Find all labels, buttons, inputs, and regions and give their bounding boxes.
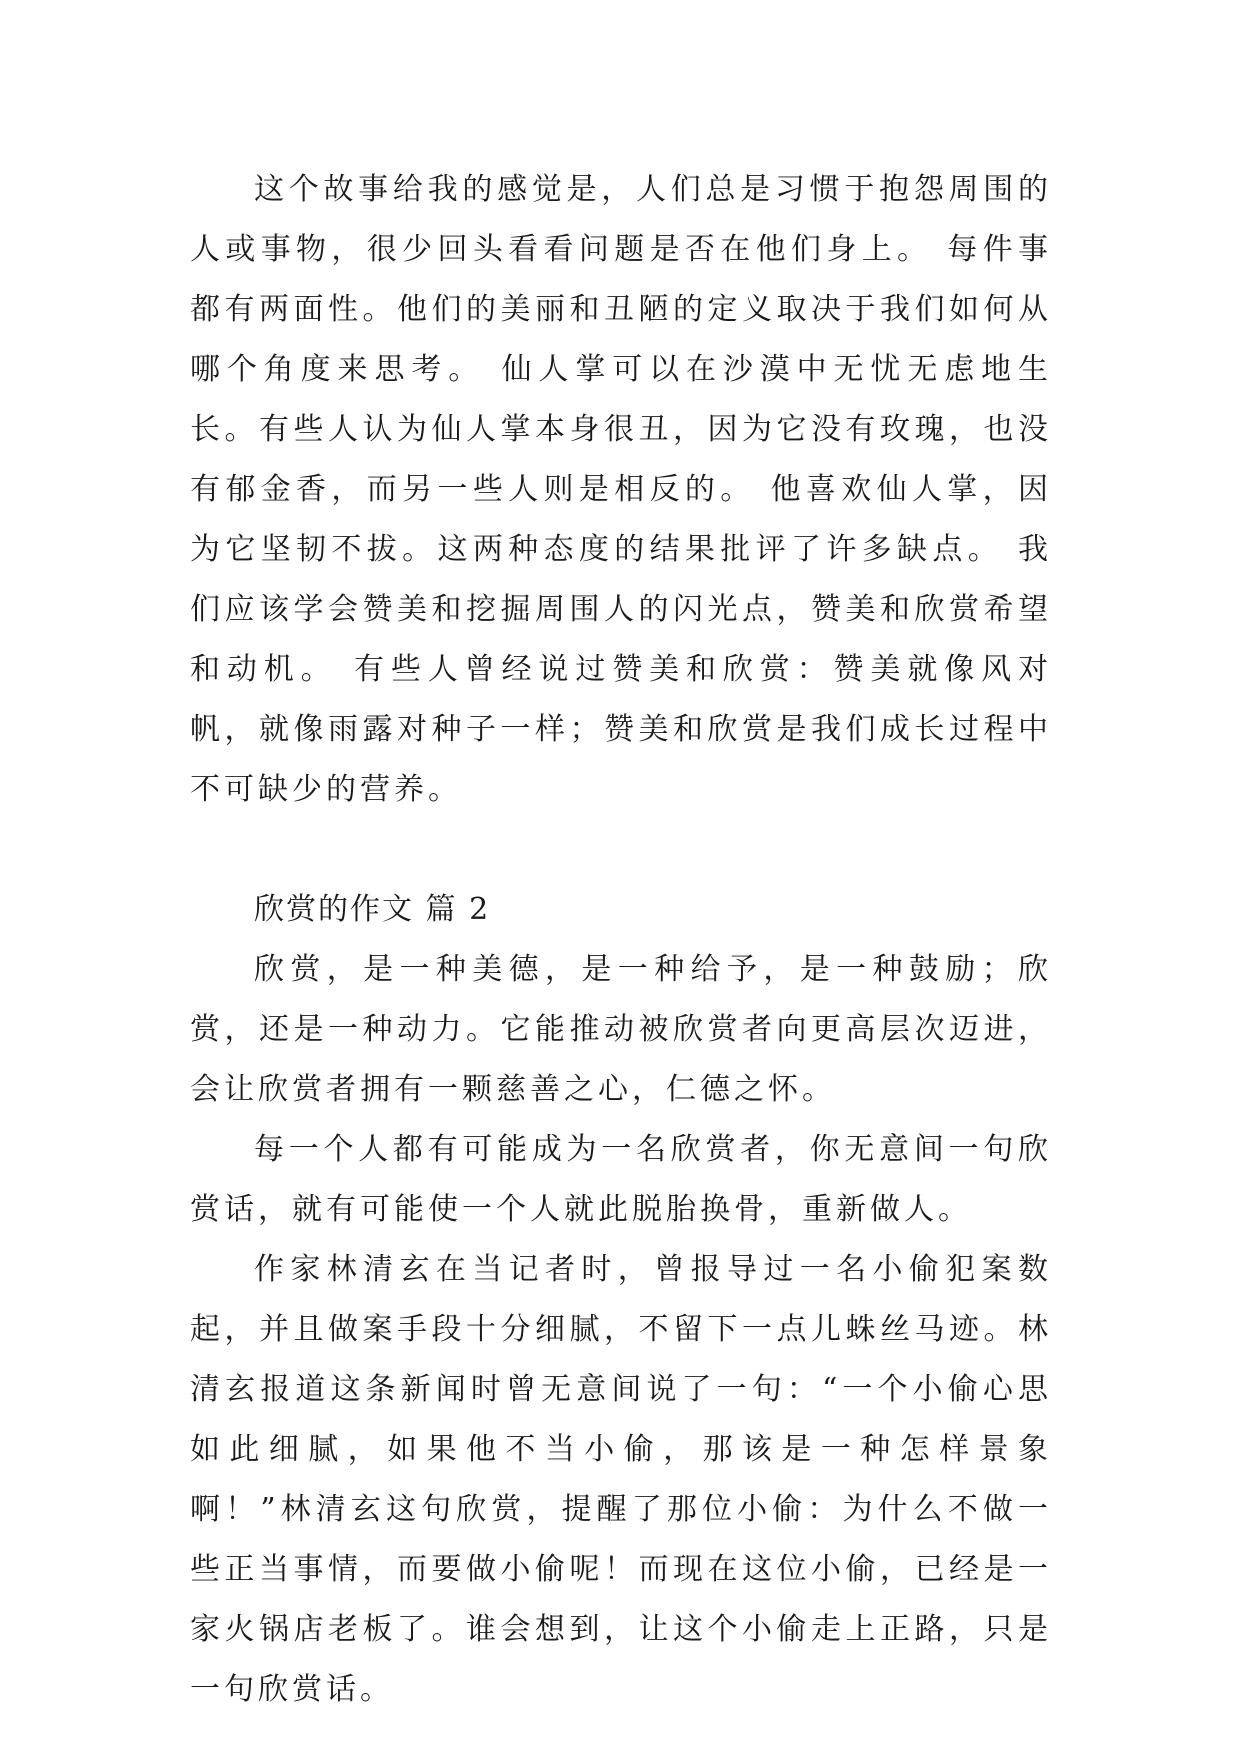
- paragraph: 欣赏，是一种美德，是一种给予，是一种鼓励；欣赏，还是一种动力。它能推动被欣赏者向更高层次迈进，会让欣赏者拥有一颗慈善之心，仁德之怀。: [190, 952, 1052, 1107]
- paragraph: 每一个人都有可能成为一名欣赏者，你无意间一句欣赏话，就有可能使一个人就此脱胎换骨，重新做人。: [190, 1132, 1052, 1227]
- paragraph-spacer: [190, 820, 1052, 880]
- paragraph: 作家林清玄在当记者时，曾报导过一名小偷犯案数起，并且做案手段十分细腻，不留下一点儿蛛丝马迹。林清玄报道这条新闻时曾无意间说了一句：“一个小偷心思如此细腻，如果他不当小偷，那该是一种怎样景象啊！”林清玄这句欣赏，提醒了那位小偷：为什么不做一些正当事情，而要做小偷呢！而现在这位小偷，已经是一家火锅店老板了。谁会想到，让这个小偷走上正路，只是一句欣赏话。: [190, 1252, 1052, 1707]
- paragraph: 这个故事给我的感觉是，人们总是习惯于抱怨周围的人或事物，很少回头看看问题是否在他们身上。 每件事都有两面性。他们的美丽和丑陋的定义取决于我们如何从哪个角度来思考。 仙人掌可以在沙漠中无忧无虑地生长。有些人认为仙人掌本身很丑，因为它没有玫瑰，也没有郁金香，而另一些人则是相反的。 他喜欢仙人掌，因为它坚韧不拔。这两种态度的结果批评了许多缺点。 我们应该学会赞美和挖掘周围人的闪光点，赞美和欣赏希望和动机。 有些人曾经说过赞美和欣赏：赞美就像风对帆，就像雨露对种子一样；赞美和欣赏是我们成长过程中不可缺少的营养。: [190, 172, 1052, 807]
- section-heading: 欣赏的作文 篇 2: [254, 892, 491, 927]
- document-body: [190, 160, 1052, 1720]
